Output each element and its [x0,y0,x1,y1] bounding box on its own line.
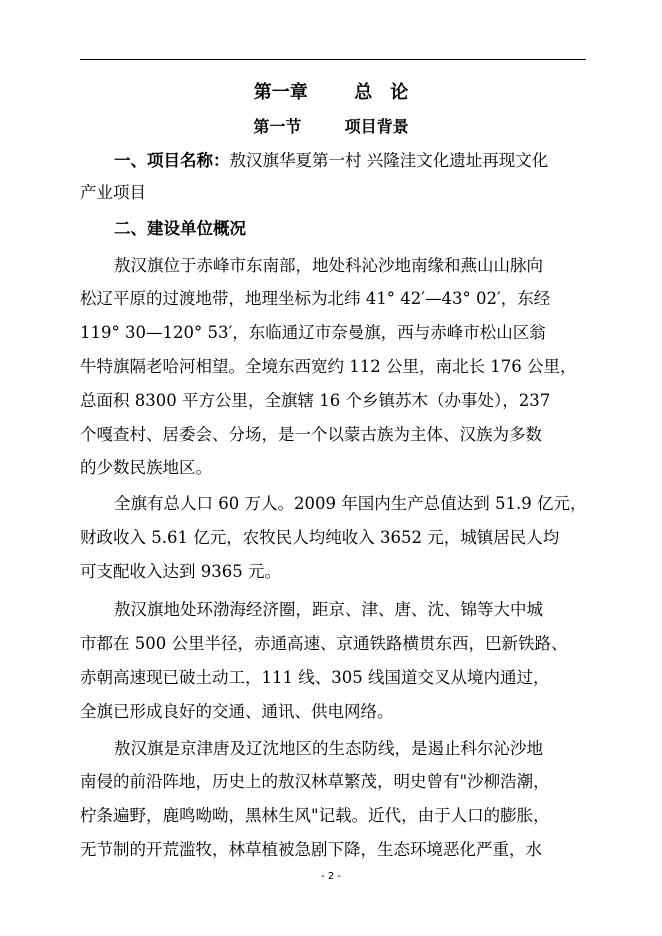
paragraph-3-line-3: 赤朝高速现已破土动工，111 线、305 线国道交叉从境内通过， [80,668,550,687]
paragraph-1-line-3: 119° 30—120° 53′，东临通辽市奈曼旗，西与赤峰市松山区翁 [80,323,546,342]
paragraph-2-line-1: 全旗有总人口 60 万人。2009 年国内生产总值达到 51.9 亿元， [114,494,587,513]
section-number: 第一节 [253,117,302,136]
paragraph-1-line-6: 个嘎查村、居委会、分场，是一个以蒙古族为主体、汉族为多数 [80,425,542,444]
paragraph-1-line-5: 总面积 8300 平方公里，全旗辖 16 个乡镇苏木（办事处），237 [80,391,551,410]
paragraph-1-line-7: 的少数民族地区。 [80,458,212,477]
paragraph-1-line-4: 牛特旗隔老哈河相望。全境东西宽约 112 公里，南北长 176 公里， [80,357,577,376]
paragraph-3-line-2: 市都在 500 公里半径，赤通高速、京通铁路横贯东西，巴新铁路、 [80,634,568,653]
project-name-label: 一、项目名称： [114,151,230,170]
header-rule [80,59,586,60]
chapter-name: 总 论 [354,82,409,103]
paragraph-1-line-2: 松辽平原的过渡地带，地理坐标为北纬 41° 42′—43° 02′，东经 [80,289,551,308]
paragraph-4-line-2: 南侵的前沿阵地，历史上的敖汉林草繁茂，明史曾有"沙柳浩潮， [80,772,550,791]
paragraph-3-line-4: 全旗已形成良好的交通、通讯、供电网络。 [80,702,394,721]
paragraph-3-line-1: 敖汉旗地处环渤海经济圈，距京、津、唐、沈、锦等大中城 [114,600,543,619]
chapter-number: 第一章 [253,82,308,103]
paragraph-2-line-2: 财政收入 5.61 亿元，农牧民人均纯收入 3652 元，城镇居民人均 [80,528,560,547]
paragraph-2-line-3: 可支配收入达到 9365 元。 [80,562,281,581]
paragraph-4-line-4: 无节制的开荒滥牧，林草植被急剧下降，生态环境恶化严重，水 [80,840,542,859]
page-number: - 2 - [321,871,341,882]
project-name-value: 敖汉旗华夏第一村 兴隆洼文化遗址再现文化 [229,151,549,170]
paragraph-1-line-1: 敖汉旗位于赤峰市东南部，地处科沁沙地南缘和燕山山脉向 [114,256,543,275]
paragraph-4-line-1: 敖汉旗是京津唐及辽沈地区的生态防线，是遏止科尔沁沙地 [114,739,543,758]
section-heading-2: 二、建设单位概况 [114,219,246,238]
project-name-line [114,151,548,171]
project-name-continuation: 产业项目 [80,183,146,202]
section-name: 项目背景 [344,117,409,136]
paragraph-4-line-3: 柠条遍野，鹿鸣呦呦，黑林生风"记载。近代，由于人口的膨胀， [80,806,550,825]
chapter-title [0,78,662,104]
section-title [0,114,662,137]
